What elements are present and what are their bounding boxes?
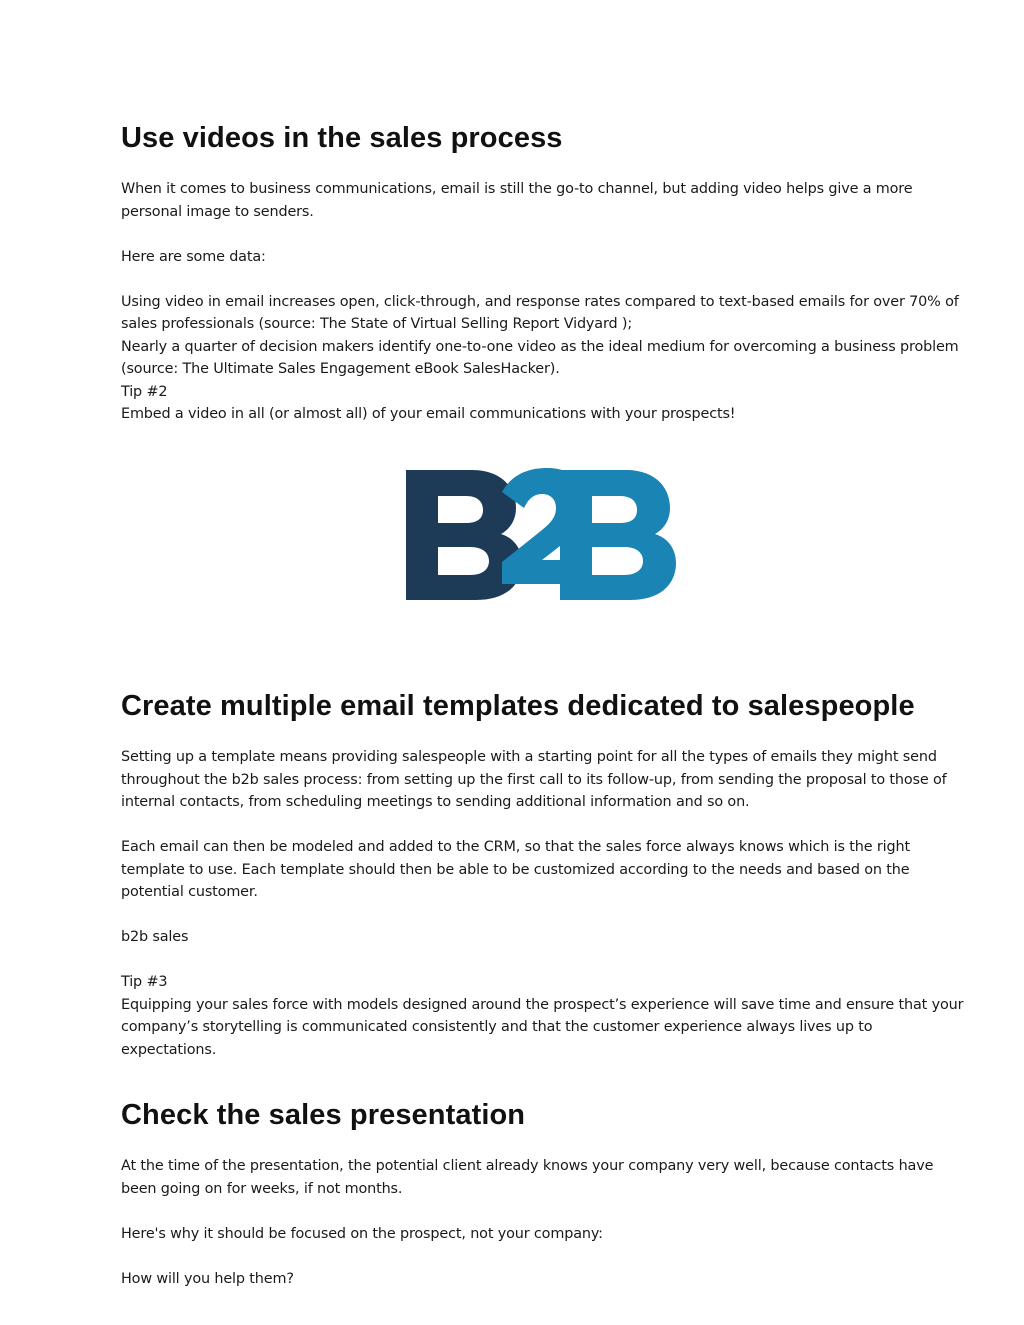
paragraph: b2b sales: [121, 929, 189, 945]
paragraph: Here are some data:: [121, 248, 266, 265]
paragraph: When it comes to business communications, email is still the go-to channel, but adding video helps give a more personal image to senders.: [121, 181, 913, 220]
paragraph: Embed a video in all (or almost all) of your email communications with your prospects!: [121, 406, 736, 422]
paragraph: Nearly a quarter of decision makers identify one-to-one video as the ideal medium for overcoming a business problem (source: The Ultimate Sales Engagement eBook SalesHacker).: [121, 338, 959, 377]
paragraph: At the time of the presentation, the potential client already knows your company very well, because contacts have been going on for weeks, if not months.: [121, 1158, 934, 1197]
section-heading-presentation: Check the sales presentation: [121, 1099, 526, 1131]
section-body-videos: [121, 178, 966, 426]
paragraph: Setting up a template means providing salespeople with a starting point for all the types of emails they might send throughout the b2b sales process: from setting up the first call to its follow-up, from sending the proposal to those of internal contacts, from scheduling meetings to sending additional information and so on.: [121, 749, 947, 810]
section-body-presentation: [121, 1155, 966, 1290]
section-body-templates: [121, 746, 966, 1061]
paragraph: Each email can then be modeled and added to the CRM, so that the sales force always knows which is the right template to use. Each template should then be able to be customized according to the needs and based on the potential customer.: [121, 839, 910, 900]
paragraph: Equipping your sales force with models designed around the prospect’s experience will save time and ensure that your company’s storytelling is communicated consistently and that the customer experience always lives up to expectations.: [121, 996, 964, 1058]
tip-label: Tip #2: [121, 383, 168, 400]
paragraph: Using video in email increases open, click-through, and response rates compared to text-based emails for over 70% of sales professionals (source: The State of Virtual Selling Report Vidyard );: [121, 293, 959, 332]
b2b-logo: [404, 464, 676, 604]
paragraph: How will you help them?: [121, 1270, 294, 1287]
paragraph: Here's why it should be focused on the prospect, not your company:: [121, 1225, 603, 1242]
tip-label: Tip #3: [121, 974, 168, 990]
section-heading-templates: Create multiple email templates dedicated to salespeople: [121, 690, 915, 722]
section-heading-videos: Use videos in the sales process: [121, 122, 563, 154]
